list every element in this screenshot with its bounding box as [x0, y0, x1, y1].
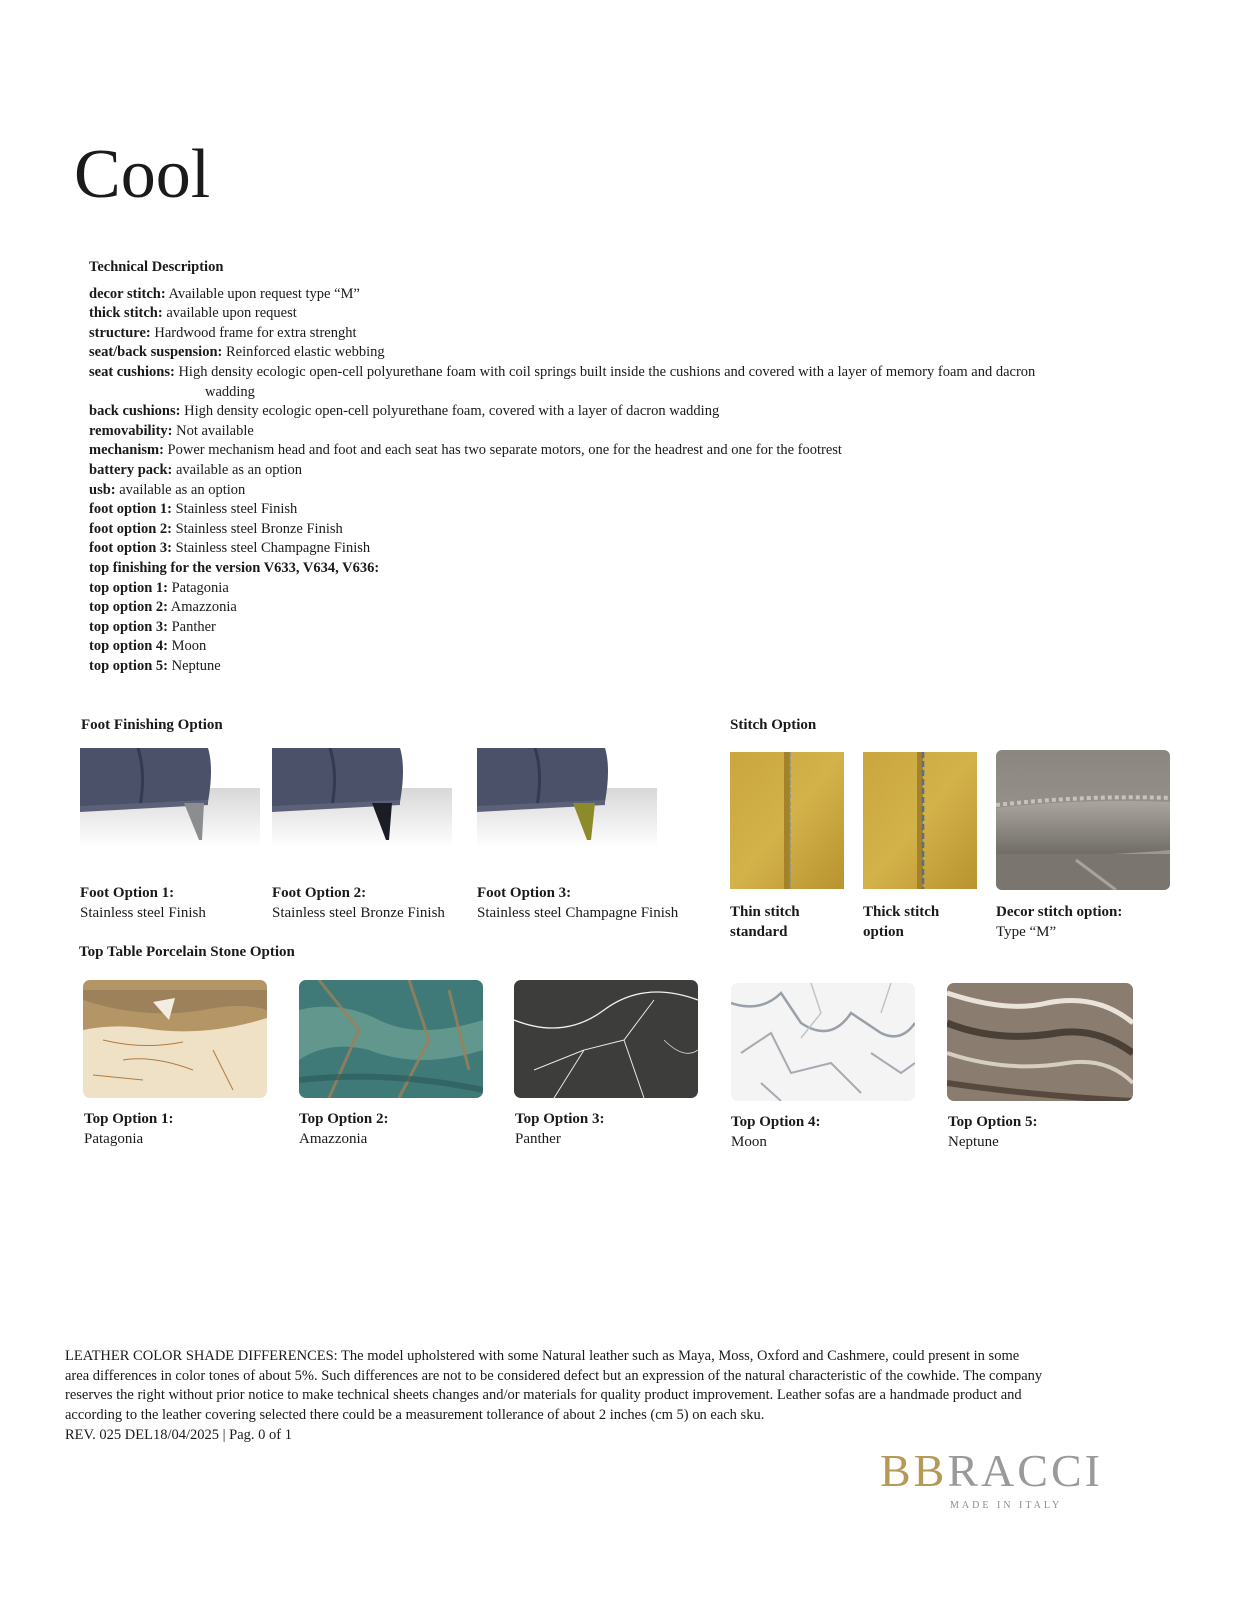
- technical-row: [89, 618, 1199, 638]
- technical-row: [89, 441, 1199, 461]
- revision-info: REV. 025 DEL18/04/2025 | Pag. 0 of 1: [65, 1426, 292, 1443]
- technical-row: [89, 637, 1199, 657]
- stitch-heading: Stitch Option: [730, 717, 817, 733]
- technical-row: [89, 461, 1199, 481]
- technical-row-key: foot option 2:: [89, 520, 172, 537]
- foot-option-3-image: [477, 748, 657, 848]
- technical-row-value: Moon: [167, 638, 207, 655]
- foot-option-1-caption: [80, 884, 206, 923]
- technical-row-value: Available upon request type “M”: [165, 285, 360, 302]
- technical-row-value: Neptune: [167, 657, 221, 674]
- disclaimer-line: area differences in color tones of about 5%. Such differences are not to be considered defect but an expression of the natural characteristic of the cowhide. The company: [65, 1367, 1043, 1384]
- technical-row-key: mechanism:: [89, 442, 164, 459]
- technical-row: [89, 481, 1199, 501]
- technical-row-value: Amazzonia: [167, 599, 237, 616]
- foot-option-1-label: Foot Option 1:: [80, 885, 175, 901]
- technical-row-value: available as an option: [172, 461, 303, 478]
- top-option-2-value: Amazzonia: [299, 1130, 368, 1147]
- bracci-logo: [880, 1445, 1140, 1518]
- technical-row-key: top option 5:: [89, 657, 168, 674]
- foot-option-1-image: [80, 748, 260, 848]
- top-option-4-label: Top Option 4:: [731, 1114, 821, 1130]
- technical-row: [89, 520, 1199, 540]
- foot-option-3-value: Stainless steel Champagne Finish: [477, 904, 679, 921]
- technical-row-value: Panther: [167, 618, 216, 635]
- technical-row-key: foot option 1:: [89, 501, 172, 518]
- thin-stitch-image: [730, 752, 844, 889]
- technical-row-key: top option 4:: [89, 638, 168, 655]
- technical-row-key: top option 1:: [89, 579, 168, 596]
- technical-row: [89, 285, 1199, 305]
- disclaimer: [65, 1347, 1175, 1446]
- logo-name: RACCI: [947, 1445, 1103, 1496]
- foot-option-2-label: Foot Option 2:: [272, 885, 367, 901]
- technical-row: [89, 539, 1199, 559]
- top-option-4-caption: [731, 1113, 820, 1152]
- top-option-5-label: Top Option 5:: [948, 1114, 1038, 1130]
- top-option-1-label: Top Option 1:: [84, 1111, 174, 1127]
- technical-row-value: High density ecologic open-cell polyurethane foam with coil springs built inside the cushions and covered with a layer of memory foam and dacron: [174, 363, 1036, 380]
- technical-row-key: top option 2:: [89, 599, 168, 616]
- foot-heading: Foot Finishing Option: [81, 717, 223, 733]
- disclaimer-line: according to the leather covering selected there could be a measurement tollerance of about 2 inches (cm 5) on each sku.: [65, 1407, 765, 1424]
- technical-row: [89, 324, 1199, 344]
- technical-row-value: Stainless steel Champagne Finish: [171, 540, 371, 557]
- thick-stitch-image: [863, 752, 977, 889]
- top-option-2-image: [299, 980, 483, 1098]
- decor-stitch-caption: [996, 903, 1122, 942]
- technical-row-key: seat cushions:: [89, 363, 175, 380]
- technical-row-key: top option 3:: [89, 618, 168, 635]
- technical-row-key: decor stitch:: [89, 285, 166, 302]
- foot-option-2-value: Stainless steel Bronze Finish: [272, 904, 445, 921]
- top-option-3-value: Panther: [515, 1130, 561, 1147]
- technical-row-value: Patagonia: [167, 579, 229, 596]
- thick-stitch-sublabel: option: [863, 923, 904, 940]
- foot-option-2-caption: [272, 884, 445, 923]
- technical-row: [89, 383, 1199, 403]
- top-option-2-label: Top Option 2:: [299, 1111, 389, 1127]
- top-option-2-caption: [299, 1110, 388, 1149]
- page-title: Cool: [74, 136, 211, 213]
- foot-option-3-label: Foot Option 3:: [477, 885, 572, 901]
- decor-stitch-image: [996, 750, 1170, 890]
- top-option-1-value: Patagonia: [84, 1130, 144, 1147]
- top-option-4-image: [731, 983, 915, 1101]
- thin-stitch-caption: [730, 903, 800, 942]
- technical-row-key: structure:: [89, 324, 151, 341]
- technical-row-value: Power mechanism head and foot and each seat has two separate motors, one for the headrest and one for the footrest: [163, 442, 842, 459]
- technical-row-value: Stainless steel Bronze Finish: [171, 520, 343, 537]
- logo-mark: BB: [880, 1445, 948, 1496]
- top-option-1-caption: [84, 1110, 173, 1149]
- technical-row-value: available upon request: [162, 305, 297, 322]
- technical-row-key: battery pack:: [89, 461, 173, 478]
- logo-tagline: MADE IN ITALY: [950, 1500, 1063, 1511]
- technical-description: [89, 258, 1199, 676]
- technical-row-key: removability:: [89, 422, 173, 439]
- disclaimer-line: LEATHER COLOR SHADE DIFFERENCES: The model upholstered with some Natural leather such as Maya, Moss, Oxford and Cashmere, could present in some: [65, 1348, 1020, 1364]
- technical-row: [89, 657, 1199, 677]
- technical-row-key: top finishing for the version V633, V634, V636:: [89, 559, 380, 576]
- foot-option-2-image: [272, 748, 452, 848]
- thick-stitch-label: Thick stitch: [863, 904, 940, 920]
- technical-row-value: Hardwood frame for extra strenght: [150, 324, 357, 341]
- technical-row-value: wadding: [205, 383, 255, 400]
- top-option-5-caption: [948, 1113, 1037, 1152]
- technical-row: [89, 579, 1199, 599]
- top-option-5-image: [947, 983, 1133, 1101]
- top-option-4-value: Moon: [731, 1133, 767, 1150]
- technical-heading: Technical Description: [89, 259, 224, 275]
- technical-row: [89, 559, 1199, 579]
- technical-row-key: seat/back suspension:: [89, 344, 223, 361]
- technical-row-key: thick stitch:: [89, 305, 163, 322]
- technical-row: [89, 304, 1199, 324]
- foot-option-3-caption: [477, 884, 678, 923]
- top-option-1-image: [83, 980, 267, 1098]
- technical-row-value: Reinforced elastic webbing: [222, 344, 385, 361]
- foot-option-1-value: Stainless steel Finish: [80, 904, 206, 921]
- technical-row-value: Stainless steel Finish: [171, 501, 298, 518]
- technical-row-value: High density ecologic open-cell polyurethane foam, covered with a layer of dacron wadding: [180, 403, 720, 420]
- technical-row: [89, 363, 1199, 383]
- technical-row-value: available as an option: [115, 481, 246, 498]
- technical-row: [89, 500, 1199, 520]
- top-option-5-value: Neptune: [948, 1133, 999, 1150]
- thick-stitch-caption: [863, 903, 939, 942]
- top-option-3-caption: [515, 1110, 604, 1149]
- decor-stitch-label: Decor stitch option:: [996, 904, 1123, 920]
- technical-row-value: Not available: [172, 422, 254, 439]
- thin-stitch-label: Thin stitch: [730, 904, 800, 920]
- technical-row-key: usb:: [89, 481, 116, 498]
- technical-row: [89, 402, 1199, 422]
- technical-row-key: back cushions:: [89, 403, 181, 420]
- top-heading: Top Table Porcelain Stone Option: [79, 944, 295, 960]
- technical-row: [89, 343, 1199, 363]
- decor-stitch-value: Type “M”: [996, 923, 1057, 940]
- thin-stitch-sublabel: standard: [730, 923, 788, 940]
- disclaimer-line: reserves the right without prior notice to make technical sheets changes and/or materials for quality product improvement. Leather sofas are a handmade product and: [65, 1387, 1022, 1404]
- technical-row-key: foot option 3:: [89, 540, 172, 557]
- technical-row: [89, 422, 1199, 442]
- technical-row: [89, 598, 1199, 618]
- technical-rows: [89, 285, 1199, 677]
- top-option-3-image: [514, 980, 698, 1098]
- top-option-3-label: Top Option 3:: [515, 1111, 605, 1127]
